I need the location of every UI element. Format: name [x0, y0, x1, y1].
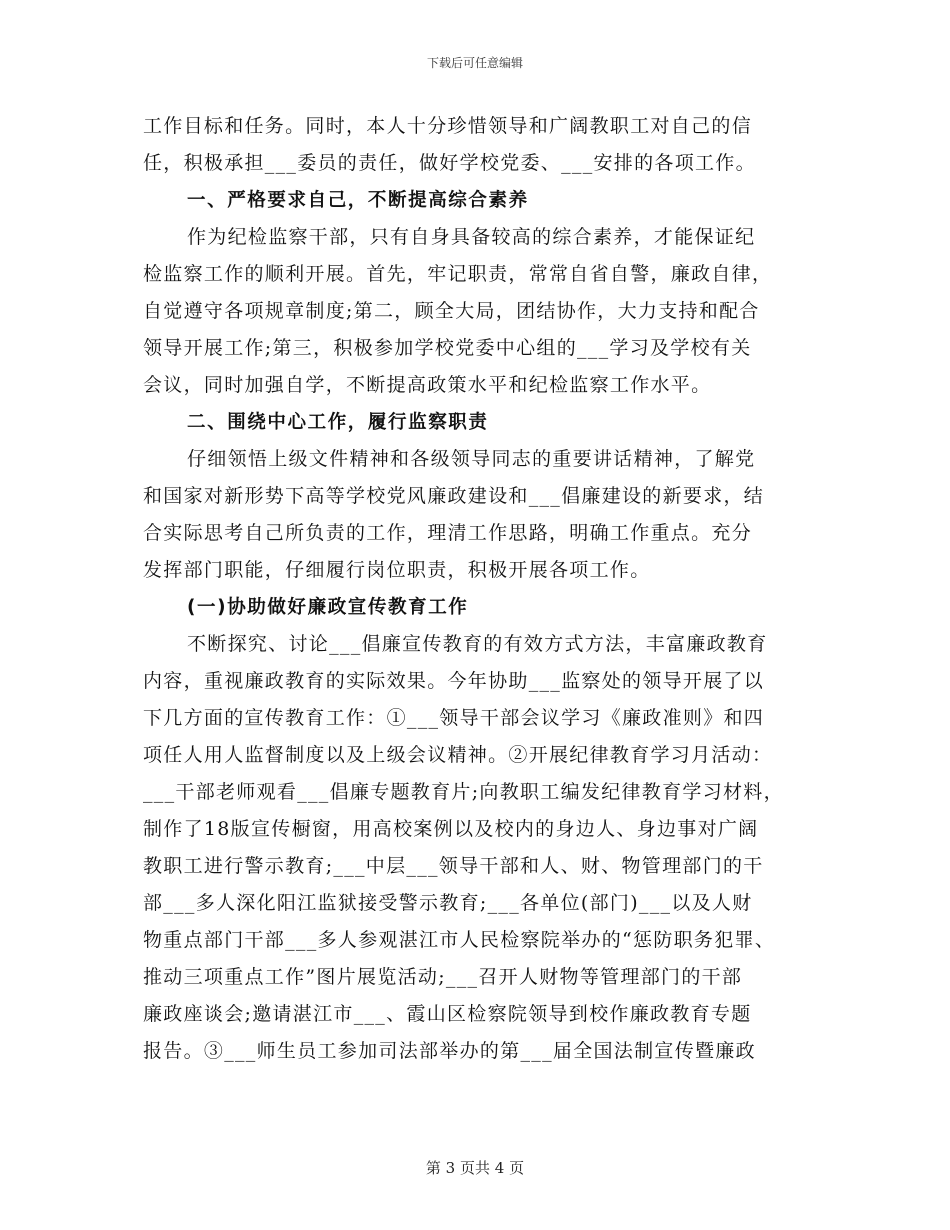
body-line: 项任人用人监督制度以及上级会议精神。②开展纪律教育学习月活动： [143, 744, 773, 766]
body-line: 检监察工作的顺利开展。首先，牢记职责，常常自省自警，廉政自律， [143, 263, 773, 285]
body-line: 推动三项重点工作”图片展览活动;___召开人财物等管理部门的干部 [143, 966, 743, 988]
body-line: 领导开展工作;第三，积极参加学校党委中心组的___学习及学校有关 [143, 337, 752, 359]
body-line: 制作了18版宣传橱窗，用高校案例以及校内的身边人、身边事对广阔 [143, 818, 759, 840]
section-heading-2: 二、围绕中心工作，履行监察职责 [187, 412, 489, 433]
body-line: 会议，同时加强自学，不断提高政策水平和纪检监察工作水平。 [143, 374, 712, 396]
document-body [143, 108, 807, 1070]
body-line: 工作目标和任务。同时，本人十分珍惜领导和广阔教职工对自己的信 [143, 115, 753, 137]
paragraph-start: 作为纪检监察干部，只有自身具备较高的综合素养，才能保证纪 [187, 226, 756, 248]
body-line: 自觉遵守各项规章制度;第二，顾全大局，团结协作，大力支持和配合 [143, 300, 760, 322]
subsection-heading-1: (一)协助做好廉政宣传教育工作 [187, 597, 469, 618]
body-line: 和国家对新形势下高等学校党风廉政建设和___倡廉建设的新要求，结 [143, 485, 765, 507]
body-line: 内容，重视廉政教育的实际效果。今年协助___监察处的领导开展了以 [143, 670, 765, 692]
paragraph-start: 不断探究、讨论___倡廉宣传教育的有效方式方法，丰富廉政教育 [187, 633, 768, 655]
body-line: 教职工进行警示教育;___中层___领导干部和人、财、物管理部门的干 [143, 855, 764, 877]
body-line: 任，积极承担___委员的责任，做好学校党委、___安排的各项工作。 [143, 152, 756, 174]
body-line: 发挥部门职能，仔细履行岗位职责，积极开展各项工作。 [143, 559, 651, 581]
body-line: 下几方面的宣传教育工作：①___领导干部会议学习《廉政准则》和四 [143, 707, 765, 729]
body-line: 部___多人深化阳江监狱接受警示教育;___各单位(部门)___以及人财 [143, 892, 753, 914]
paragraph-start: 仔细领悟上级文件精神和各级领导同志的重要讲话精神，了解党 [187, 448, 756, 470]
body-line: 报告。③___师生员工参加司法部举办的第___届全国法制宣传暨廉政 [143, 1040, 756, 1062]
body-line: 廉政座谈会;邀请湛江市___、霞山区检察院领导到校作廉政教育专题 [143, 1003, 752, 1025]
body-line: 合实际思考自己所负责的工作，理清工作思路，明确工作重点。充分 [143, 522, 753, 544]
page-header: 下载后可任意编辑 [426, 56, 523, 70]
body-line: 物重点部门干部___多人参观湛江市人民检察院举办的“惩防职务犯罪、 [143, 929, 776, 951]
page-footer: 第 3 页共 4 页 [425, 1159, 525, 1177]
section-heading-1: 一、严格要求自己，不断提高综合素养 [187, 190, 529, 211]
body-line: ___干部老师观看___倡廉专题教育片;向教职工编发纪律教育学习材料， [143, 781, 784, 803]
